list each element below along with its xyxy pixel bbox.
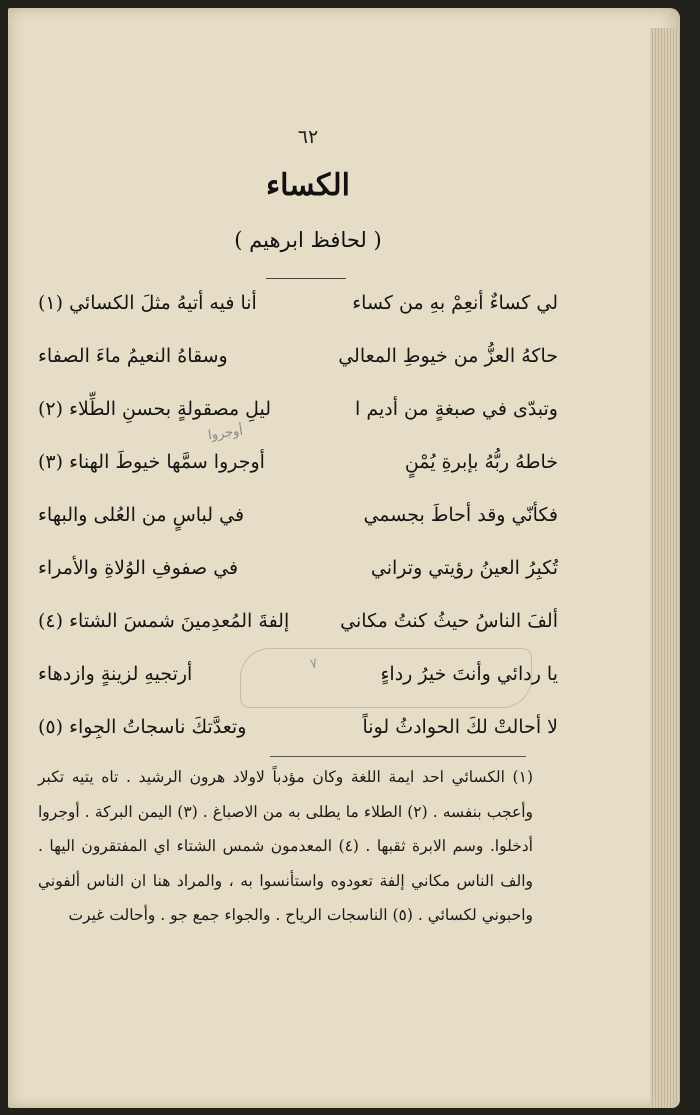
second-hemistich: وتعدَّتكَ ناسجاتُ الجِواء (٥) xyxy=(38,716,247,738)
first-hemistich: خاطهُ ربُّهُ بإبرةِ يُمْنٍ xyxy=(404,451,558,473)
first-hemistich: لي كساءٌ أنعِمْ بهِ من كساء xyxy=(352,292,558,314)
first-hemistich: يا ردائي وأنتَ خيرُ رداءٍ xyxy=(380,663,558,685)
first-hemistich: لا أحالتْ لكَ الحوادثُ لوناً xyxy=(362,716,558,738)
book-page xyxy=(8,8,680,1108)
page-number: ٦٢ xyxy=(297,126,319,148)
pencil-annotation: أوجروا xyxy=(207,423,244,444)
poem-line xyxy=(38,704,558,757)
poem-line xyxy=(38,386,558,439)
footnotes xyxy=(38,760,533,933)
first-hemistich: تُكبِرُ العينُ رؤيتي وتراني xyxy=(370,557,558,579)
page-edges xyxy=(650,28,680,1108)
first-hemistich: حاكهُ العزُّ من خيوطِ المعالي xyxy=(338,345,558,367)
second-hemistich: في صفوفِ الوُلاةِ والأمراء xyxy=(38,557,239,579)
title-divider xyxy=(266,278,346,279)
second-hemistich: أنا فيه أتيهُ مثلَ الكسائي (١) xyxy=(38,292,257,314)
second-hemistich: إلفةَ المُعدِمينَ شمسَ الشتاء (٤) xyxy=(38,610,290,632)
poem-line xyxy=(38,545,558,598)
second-hemistich: ليلِ مصقولةٍ بحسنِ الطِّلاء (٢) xyxy=(38,398,272,420)
poem-author: ( لحافظ ابرهيم ) xyxy=(234,228,382,252)
poem-title: الكساء xyxy=(265,168,351,203)
footnote-text: (١) الكسائي احد ايمة اللغة وكان مؤدباً لاولاد هرون الرشيد . تاه يتيه تكبر وأعجب بنفسه . (٢) الطلاء ما يطلى به من الاصباغ . (٣) اليمن البركة . أوجروا أدخلوا. وسم الابرة ثقبها . (٤) المعدمون شمس الشتاء اي المفتقرون اليها . والف الناس مكاني إلفة تعودوه واستأنسوا به ، والمراد هنا ان الناس ألفوني واحبوني لكسائي . (٥) الناسجات الرياح . والجواء جمع جو . وأحالت غيرت xyxy=(38,768,533,924)
poem-line xyxy=(38,598,558,651)
second-hemistich: أرتجيهِ لزينةٍ وازدهاء xyxy=(38,663,193,685)
first-hemistich: ألفَ الناسُ حيثُ كنتُ مكاني xyxy=(340,610,558,632)
second-hemistich: في لباسٍ من العُلى والبهاء xyxy=(38,504,245,526)
second-hemistich: وسقاهُ النعيمُ ماءَ الصفاء xyxy=(38,345,228,367)
footnote-divider xyxy=(270,756,526,757)
second-hemistich: أوجروا سمَّها خيوطَ الهناء (٣) xyxy=(38,451,265,473)
poem-line xyxy=(38,280,558,333)
first-hemistich: فكأنّي وقد أحاطَ بجسمي xyxy=(363,504,558,526)
poem-line xyxy=(38,333,558,386)
pencil-annotation: ٧ xyxy=(308,655,319,673)
pencil-mark xyxy=(240,648,532,708)
poem-line xyxy=(38,492,558,545)
first-hemistich: وتبدّى في صبغةٍ من أديم ا xyxy=(355,398,558,420)
poem-line xyxy=(38,439,558,492)
